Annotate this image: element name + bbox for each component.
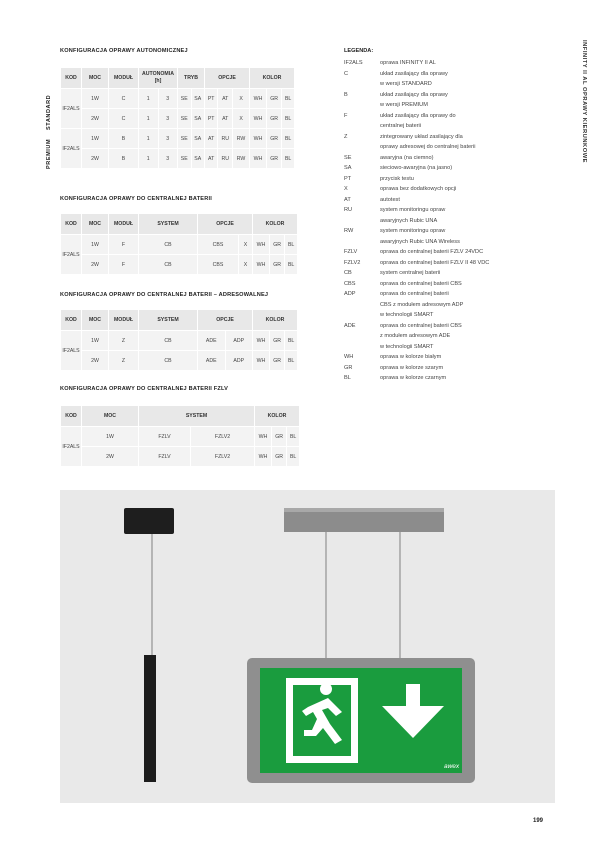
legend-description: oprawa do centralnej baterii FZLV 24VDC <box>380 249 484 255</box>
legend-description: w technologii SMART <box>380 312 434 318</box>
brand-logo: awex <box>444 763 460 770</box>
table-cell: FZLV2 <box>191 427 254 446</box>
table-cell: GR <box>270 255 284 274</box>
header-autonomia: AUTONOMIA [h] <box>139 68 177 88</box>
table-cell: 3 <box>159 129 178 148</box>
table-cell: AT <box>218 109 232 128</box>
header-opcje: OPCJE <box>198 214 252 234</box>
legend-item <box>344 195 520 206</box>
table-cell: BL <box>285 255 297 274</box>
table-cell: AT <box>218 89 232 108</box>
header-kod: KOD <box>61 68 81 88</box>
legend-code <box>344 121 380 132</box>
table-fzlv <box>60 405 300 467</box>
legend-code: IF2ALS <box>344 60 363 66</box>
table-row <box>61 427 299 446</box>
legend-item <box>344 247 520 258</box>
table-cell: WH <box>255 427 271 446</box>
table-cell: BL <box>282 129 294 148</box>
header-kod: KOD <box>61 310 81 330</box>
header-tryb: TRYB <box>178 68 204 88</box>
table-central-battery <box>60 213 298 275</box>
table-cell: AT <box>205 149 217 168</box>
table-cell: ADP <box>226 331 253 350</box>
table-cell: B <box>109 129 138 148</box>
kod-cell: IF2ALS <box>61 235 81 274</box>
table-cell: CBS <box>198 235 238 254</box>
legend-item <box>344 352 520 363</box>
legend-description: CBS z modułem adresowym ADP <box>380 301 464 308</box>
table-cell: GR <box>267 109 281 128</box>
legend-description: oprawa INFINITY II AL <box>380 60 436 66</box>
table-cell: GR <box>272 427 286 446</box>
legend-code: B <box>344 91 348 98</box>
table-autonomous <box>60 67 295 169</box>
legend-item <box>344 216 520 227</box>
table-cell: X <box>233 109 249 128</box>
table-row <box>61 255 297 274</box>
legend-description: oprawa w kolorze czarnym <box>380 375 447 381</box>
table-cell: BL <box>282 89 294 108</box>
legend-code <box>344 342 380 353</box>
table-cell: C <box>109 109 138 128</box>
table-cell: SE <box>178 89 191 108</box>
group-label-standard: STANDARD <box>46 94 52 130</box>
legend-item <box>344 163 520 174</box>
legend-item <box>344 142 520 153</box>
legend-description: oprawa do centralnej baterii FZLV II 48 VDC <box>380 259 490 266</box>
legend-code: F <box>344 112 348 119</box>
table-cell: 3 <box>159 89 178 108</box>
legend-title: LEGENDA: <box>344 48 374 54</box>
table-cell: WH <box>253 351 269 370</box>
legend-item <box>344 174 520 185</box>
table-cell: CBS <box>198 255 238 274</box>
legend-description: w wersji STANDARD <box>380 81 432 87</box>
table-row <box>61 109 294 128</box>
table-addressable <box>60 309 298 371</box>
table-cell: RW <box>233 149 249 168</box>
table-cell: GR <box>272 447 286 466</box>
table-cell: WH <box>253 255 269 274</box>
table-cell: 3 <box>159 109 178 128</box>
table-row <box>61 351 297 370</box>
legend-description: awaryjnych Rubic UNA Wireless <box>380 238 460 245</box>
legend-code: RU <box>344 207 353 213</box>
section-title-autonomous: KONFIGURACJA OPRAWY AUTONOMICZNEJ <box>60 48 188 54</box>
header-modul: MODUŁ <box>109 310 138 330</box>
table-cell: RW <box>233 129 249 148</box>
legend-code <box>344 310 380 321</box>
ceiling-canopy-black <box>124 508 174 534</box>
table-cell: CB <box>139 235 197 254</box>
header-kolor: KOLOR <box>255 406 299 426</box>
table-row <box>61 149 294 168</box>
legend-item <box>344 205 520 216</box>
table-cell: GR <box>270 351 284 370</box>
legend-description: system monitoringu opraw <box>380 228 446 234</box>
legend-code <box>344 142 380 153</box>
table-cell: 1W <box>82 235 108 254</box>
table-header-row <box>61 68 294 88</box>
table-cell: FZLV <box>139 427 190 446</box>
header-opcje: OPCJE <box>198 310 252 330</box>
legend-code: ADP <box>344 291 356 297</box>
table-cell: ADP <box>226 351 253 370</box>
legend-code: PT <box>344 175 352 182</box>
header-moc: MOC <box>82 310 108 330</box>
legend-description: oprawa w kolorze białym <box>380 354 442 360</box>
table-cell: WH <box>250 89 266 108</box>
legend-item <box>344 321 520 332</box>
table-cell: B <box>109 149 138 168</box>
table-cell: GR <box>267 149 281 168</box>
header-kod: KOD <box>61 214 81 234</box>
table-cell: BL <box>285 331 297 350</box>
header-system: SYSTEM <box>139 406 254 426</box>
legend-description: awaryjna (na ciemno) <box>380 154 434 161</box>
legend-list <box>344 58 520 384</box>
legend-code: ADE <box>344 322 356 329</box>
header-kolor: KOLOR <box>250 68 294 88</box>
table-cell: GR <box>270 331 284 350</box>
legend-item <box>344 79 520 90</box>
table-header-row <box>61 310 297 330</box>
legend-description: układ zasilający dla oprawy do <box>380 112 456 119</box>
table-cell: CB <box>139 331 197 350</box>
legend-item <box>344 153 520 164</box>
header-kolor: KOLOR <box>253 214 297 234</box>
product-illustration <box>60 490 555 803</box>
legend-code: GR <box>344 364 353 371</box>
table-cell: 2W <box>82 149 108 168</box>
table-cell: WH <box>250 109 266 128</box>
table-cell: X <box>239 255 252 274</box>
legend-item <box>344 121 520 132</box>
kod-cell: IF2ALS <box>61 129 81 168</box>
legend-code: SA <box>344 165 352 171</box>
table-cell: WH <box>250 129 266 148</box>
table-cell: Z <box>109 331 138 350</box>
table-cell: GR <box>270 235 284 254</box>
kod-cell: IF2ALS <box>61 89 81 128</box>
table-cell: 3 <box>159 149 178 168</box>
legend-code: BL <box>344 375 351 381</box>
legend-description: oprawa w kolorze szarym <box>380 364 444 371</box>
legend-code <box>344 300 380 311</box>
legend-item <box>344 331 520 342</box>
legend-item <box>344 363 520 374</box>
pendant-body-black <box>144 655 156 782</box>
legend-code: Z <box>344 133 348 140</box>
table-cell: 1W <box>82 427 138 446</box>
table-cell: BL <box>287 427 299 446</box>
legend-code: SE <box>344 154 352 161</box>
header-kolor: KOLOR <box>253 310 297 330</box>
legend-description: oprawa do centralnej baterii <box>380 291 449 297</box>
section-title-fzlv: KONFIGURACJA OPRAWY DO CENTRALNEJ BATERII FZLV <box>60 386 229 392</box>
legend-description: zintegrowany układ zasilający dla <box>380 133 463 140</box>
table-cell: SA <box>192 109 205 128</box>
table-cell: SE <box>178 129 191 148</box>
legend-code: FZLV2 <box>344 259 361 266</box>
legend-code <box>344 216 380 227</box>
legend-item <box>344 342 520 353</box>
table-cell: 2W <box>82 447 138 466</box>
table-cell: 2W <box>82 351 108 370</box>
header-kod: KOD <box>61 406 81 426</box>
table-cell: BL <box>285 235 297 254</box>
table-cell: 1W <box>82 129 108 148</box>
table-cell: F <box>109 255 138 274</box>
legend-description: w technologii SMART <box>380 343 434 350</box>
legend-description: autotest <box>380 196 400 203</box>
legend-description: oprawa do centralnej baterii CBS <box>380 322 462 329</box>
header-moc: MOC <box>82 214 108 234</box>
legend-item <box>344 69 520 80</box>
legend-item <box>344 90 520 101</box>
legend-item <box>344 184 520 195</box>
table-cell: PT <box>205 89 217 108</box>
table-cell: 2W <box>82 255 108 274</box>
table-cell: X <box>233 89 249 108</box>
legend-code: RW <box>344 228 354 234</box>
table-header-row <box>61 406 299 426</box>
table-cell: 1 <box>139 109 158 128</box>
table-cell: WH <box>250 149 266 168</box>
table-cell: AT <box>205 129 217 148</box>
table-cell: PT <box>205 109 217 128</box>
legend-item <box>344 58 520 69</box>
legend-description: z modułem adresowym ADE <box>380 333 451 339</box>
table-row <box>61 331 297 350</box>
table-cell: WH <box>253 235 269 254</box>
legend-item <box>344 111 520 122</box>
legend-item <box>344 226 520 237</box>
legend-description: system monitoringu opraw <box>380 207 446 213</box>
table-cell: RU <box>218 149 232 168</box>
legend-item <box>344 310 520 321</box>
legend-code <box>344 331 380 342</box>
legend-code: FZLV <box>344 249 358 255</box>
table-cell: 1 <box>139 149 158 168</box>
table-row <box>61 89 294 108</box>
table-cell: SA <box>192 129 205 148</box>
legend-description: w wersji PREMIUM <box>380 102 428 108</box>
legend-description: oprawa do centralnej baterii CBS <box>380 280 462 287</box>
legend-code <box>344 79 380 90</box>
table-cell: 1 <box>139 129 158 148</box>
table-cell: 2W <box>82 109 108 128</box>
header-system: SYSTEM <box>139 214 197 234</box>
table-cell: GR <box>267 89 281 108</box>
table-cell: GR <box>267 129 281 148</box>
legend-code: CBS <box>344 280 356 287</box>
legend-item <box>344 373 520 384</box>
section-title-addressable: KONFIGURACJA OPRAWY DO CENTRALNEJ BATERII – ADRESOWALNEJ <box>60 292 269 298</box>
table-cell: Z <box>109 351 138 370</box>
kod-cell: IF2ALS <box>61 331 81 370</box>
side-label: INFINITY II AL OPRAWY KIERUNKOWE <box>581 40 587 164</box>
legend-item <box>344 300 520 311</box>
table-cell: ADE <box>198 331 225 350</box>
table-cell: BL <box>287 447 299 466</box>
table-cell: BL <box>285 351 297 370</box>
section-title-central-battery: KONFIGURACJA OPRAWY DO CENTRALNEJ BATERII <box>60 196 212 202</box>
page-number: 199 <box>533 818 544 824</box>
legend-code: AT <box>344 196 351 203</box>
product-photo <box>60 490 555 803</box>
table-cell: 1W <box>82 89 108 108</box>
header-modul: MODUŁ <box>109 214 138 234</box>
table-cell: C <box>109 89 138 108</box>
table-cell: SA <box>192 149 205 168</box>
header-moc: MOC <box>82 406 138 426</box>
legend-description: awaryjnych Rubic UNA <box>380 217 438 224</box>
table-cell: X <box>239 235 252 254</box>
table-cell: WH <box>253 331 269 350</box>
legend-item <box>344 258 520 269</box>
table-cell: WH <box>255 447 271 466</box>
table-cell: BL <box>282 149 294 168</box>
legend-item <box>344 279 520 290</box>
table-cell: SE <box>178 109 191 128</box>
legend-item <box>344 237 520 248</box>
table-cell: CB <box>139 351 197 370</box>
legend-description: system centralnej baterii <box>380 270 441 276</box>
legend-description: centralnej baterii <box>380 123 422 129</box>
group-label-premium: PREMIUM <box>46 138 52 170</box>
table-cell: 1 <box>139 89 158 108</box>
table-cell: F <box>109 235 138 254</box>
legend-item <box>344 100 520 111</box>
table-cell: SE <box>178 149 191 168</box>
table-cell: 1W <box>82 331 108 350</box>
table-header-row <box>61 214 297 234</box>
kod-cell: IF2ALS <box>61 427 81 466</box>
legend-description: sieciowo-awaryjna (na jasno) <box>380 165 453 171</box>
header-system: SYSTEM <box>139 310 197 330</box>
table-row <box>61 129 294 148</box>
legend-description: oprawy adresowej do centralnej baterii <box>380 144 476 150</box>
header-modul: MODUŁ <box>109 68 138 88</box>
legend-code <box>344 237 380 248</box>
legend-description: układ zasilający dla oprawy <box>380 91 448 98</box>
header-opcje: OPCJE <box>205 68 249 88</box>
legend-description: przycisk testu <box>380 175 414 182</box>
header-moc: MOC <box>82 68 108 88</box>
legend-code: X <box>344 186 348 192</box>
legend-item <box>344 132 520 143</box>
legend-description: oprawa bez dodatkowych opcji <box>380 186 457 192</box>
legend-description: układ zasilający dla oprawy <box>380 70 448 77</box>
table-cell: FZLV2 <box>191 447 254 466</box>
legend-code: C <box>344 70 349 77</box>
legend-code: CB <box>344 270 352 276</box>
legend-code: WH <box>344 354 354 360</box>
legend-item <box>344 268 520 279</box>
table-cell: CB <box>139 255 197 274</box>
table-cell: RU <box>218 129 232 148</box>
table-cell: FZLV <box>139 447 190 466</box>
table-cell: ADE <box>198 351 225 370</box>
table-row <box>61 447 299 466</box>
table-cell: BL <box>282 109 294 128</box>
table-row <box>61 235 297 254</box>
legend-item <box>344 289 520 300</box>
legend-code <box>344 100 380 111</box>
table-cell: SA <box>192 89 205 108</box>
